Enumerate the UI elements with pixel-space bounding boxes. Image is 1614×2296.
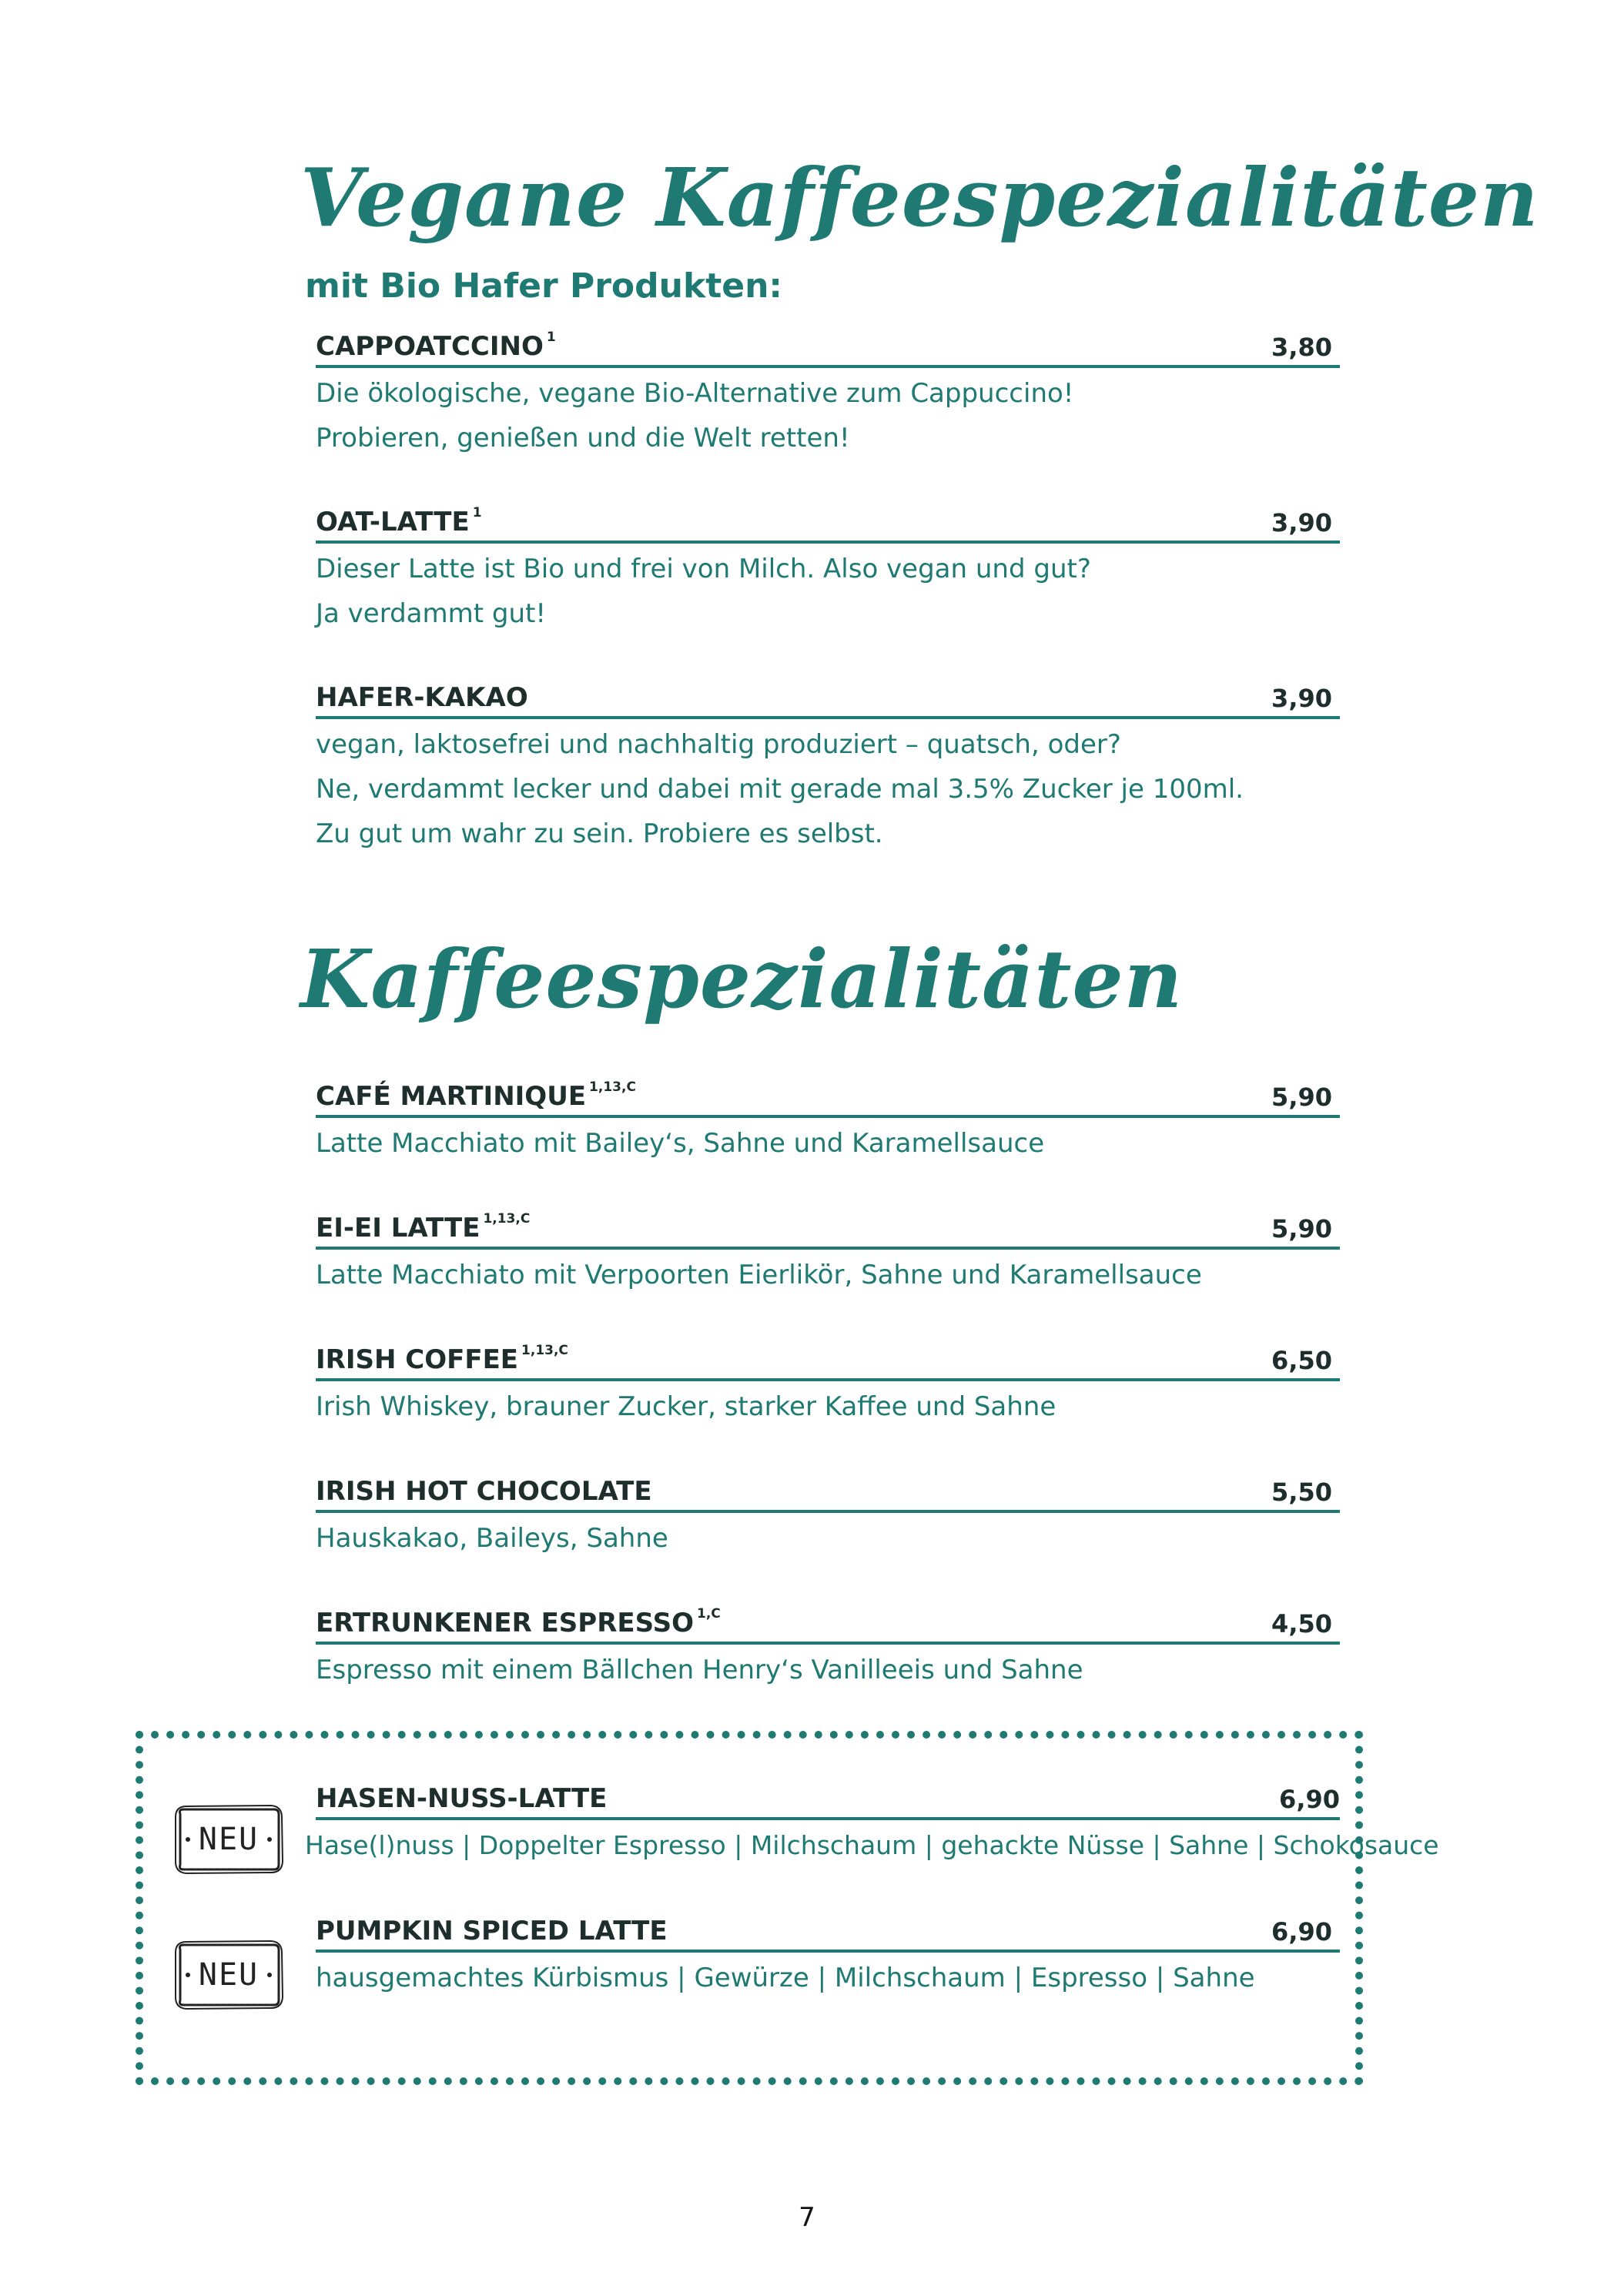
menu-item-description: Espresso mit einem Bällchen Henry‘s Vanilleeis und Sahne — [316, 1655, 1083, 1685]
menu-item-ei-ei-latte — [316, 1213, 1340, 1297]
menu-item-price: 6,50 — [1271, 1346, 1332, 1375]
menu-item-description: Dieser Latte ist Bio und frei von Milch. Also vegan und gut? Ja verdammt gut! — [316, 554, 1091, 629]
menu-item-header — [316, 331, 1340, 368]
menu-item-header — [316, 1608, 1340, 1645]
menu-item-name: CAFÉ MARTINIQUE $^{1,13,C}$ — [316, 1079, 636, 1112]
menu-item-header — [316, 507, 1340, 544]
allergen-note: 1 — [472, 505, 482, 520]
new-badge-label: NEU — [198, 1957, 260, 1993]
menu-item-description: Hase(l)nuss | Doppelter Espresso | Milchschaum | gehackte Nüsse | Sahne | Schokosauce — [305, 1830, 1439, 1860]
menu-item-price: 6,90 — [1271, 1917, 1332, 1946]
page-number: 7 — [799, 2202, 815, 2233]
menu-item-header — [316, 682, 1340, 719]
menu-item-price: 3,90 — [1271, 684, 1332, 713]
menu-item-header — [316, 1916, 1340, 1953]
menu-item-name: IRISH COFFEE $^{1,13,C}$ — [316, 1343, 568, 1375]
menu-item-name: HAFER-KAKAO — [316, 682, 528, 713]
menu-item-price: 3,90 — [1271, 508, 1332, 537]
menu-item-price: 5,50 — [1271, 1478, 1332, 1507]
allergen-note: 1,13,C — [521, 1343, 568, 1358]
menu-item-description: Latte Macchiato mit Verpoorten Eierlikör, Sahne und Karamellsauce — [316, 1260, 1202, 1290]
menu-item-price: 4,50 — [1271, 1609, 1332, 1638]
new-badge-label: NEU — [198, 1822, 260, 1857]
allergen-note: 1,13,C — [589, 1079, 636, 1095]
allergen-note: 1,13,C — [483, 1211, 531, 1227]
menu-item-name: OAT-LATTE $^1$ — [316, 505, 482, 537]
menu-item-name: CAPPOATCCINO $^1$ — [316, 330, 556, 362]
menu-item-hasen-nuss-latte — [305, 1783, 1439, 1868]
new-badge-icon — [172, 1939, 285, 2011]
menu-item-irish-hot-chocolate — [316, 1476, 1340, 1561]
menu-item-irish-coffee — [316, 1344, 1340, 1429]
menu-item-description: Latte Macchiato mit Bailey‘s, Sahne und Karamellsauce — [316, 1128, 1045, 1159]
menu-item-ertrunkener-espresso — [316, 1608, 1340, 1692]
menu-item-price: 3,80 — [1271, 333, 1332, 362]
menu-item-oat-latte — [316, 507, 1340, 636]
menu-item-name: EI-EI LATTE $^{1,13,C}$ — [316, 1211, 531, 1243]
menu-item-description: vegan, laktosefrei und nachhaltig produziert – quatsch, oder? Ne, verdammt lecker und dabei mit gerade mal 3.5% Zucker je 100ml. Zu gut um wahr zu sein. Probiere es selbst. — [316, 729, 1244, 849]
menu-item-name: PUMPKIN SPICED LATTE — [316, 1916, 668, 1946]
menu-item-price: 5,90 — [1271, 1083, 1332, 1112]
menu-item-price: 5,90 — [1271, 1214, 1332, 1243]
menu-item-description: Irish Whiskey, brauner Zucker, starker Kaffee und Sahne — [316, 1391, 1056, 1422]
menu-item-description: Die ökologische, vegane Bio-Alternative zum Cappuccino! Probieren, genießen und die Welt retten! — [316, 378, 1074, 454]
menu-item-name: HASEN-NUSS-LATTE — [316, 1783, 608, 1814]
coffee-section-title: Kaffeespezialitäten — [300, 932, 1184, 1026]
menu-item-description: hausgemachtes Kürbismus | Gewürze | Milchschaum | Espresso | Sahne — [316, 1963, 1255, 1993]
menu-item-header — [316, 1344, 1340, 1381]
menu-item-hafer-kakao — [316, 682, 1340, 856]
menu-item-header — [316, 1783, 1340, 1820]
new-badge-icon — [172, 1803, 285, 1876]
vegan-section-subtitle: mit Bio Hafer Produkten: — [305, 266, 783, 306]
menu-item-cappoatccino — [316, 331, 1340, 460]
menu-item-cafe-martinique — [316, 1081, 1340, 1166]
menu-item-description: Hauskakao, Baileys, Sahne — [316, 1523, 668, 1554]
allergen-note: 1,C — [696, 1606, 721, 1622]
vegan-section-title: Vegane Kaffeespezialitäten — [300, 150, 1539, 245]
menu-item-header — [316, 1213, 1340, 1250]
menu-item-pumpkin-spiced-latte — [316, 1916, 1340, 2000]
menu-item-name: IRISH HOT CHOCOLATE — [316, 1476, 652, 1507]
allergen-note: 1 — [546, 330, 556, 345]
menu-item-price: 6,90 — [1279, 1785, 1340, 1814]
menu-item-header — [316, 1476, 1340, 1513]
menu-item-header — [316, 1081, 1340, 1118]
menu-item-name: ERTRUNKENER ESPRESSO $^{1,C}$ — [316, 1606, 721, 1638]
